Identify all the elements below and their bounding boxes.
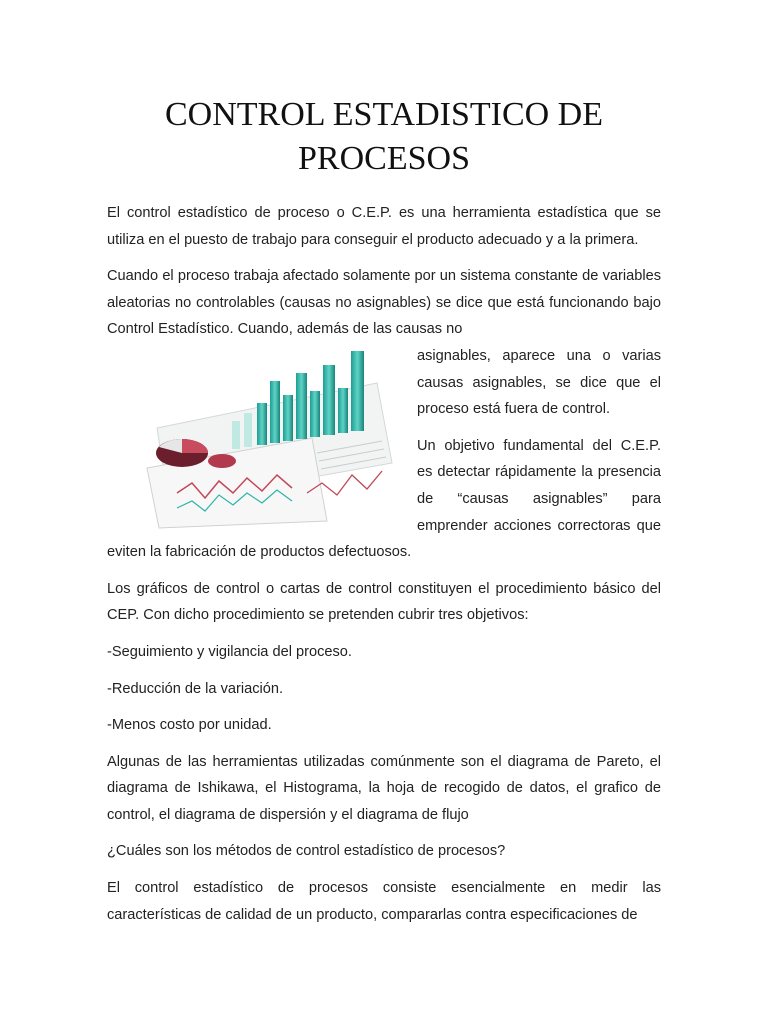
page-title [60,93,708,181]
list-item-objective-3: -Menos costo por unidad. [107,717,272,734]
paragraph-intro: El control estadístico de proceso o C.E.P. es una herramienta estadística que se utiliza en el puesto de trabajo para conseguir el producto adecuado y a la primera. [107,205,661,248]
list-item-objective-1: -Seguimiento y vigilancia del proceso. [107,643,352,660]
paragraph-tools: Algunas de las herramientas utilizadas comúnmente son el diagrama de Pareto, el diagrama de Ishikawa, el Histograma, la hoja de recogido de datos, el grafico de control, el diagrama de dispersión y el diagrama de flujo [107,753,661,823]
paragraph-methods: El control estadístico de procesos consiste esencialmente en medir las características de calidad de un producto, compararlas contra especificaciones de [107,880,661,923]
business-charts-illustration-icon [107,343,407,529]
document-body [107,200,661,938]
title-line-1: CONTROL ESTADISTICO DE [165,96,603,133]
paragraph-out-of-control: asignables, aparece una o varias causas asignables, se dice que el proceso está fuera de control. [417,347,661,418]
paragraph-control-charts: Los gráficos de control o cartas de control constituyen el procedimiento básico del CEP. Con dicho procedimiento se pretenden cubrir tres objetivos: [107,580,661,624]
paragraph-question: ¿Cuáles son los métodos de control estadístico de procesos? [107,843,506,860]
list-item-objective-2: -Reducción de la variación. [107,680,284,697]
paragraph-objective: Un objetivo fundamental del C.E.P. es detectar rápidamente la presencia de “causas asignables” para emprender acciones correctoras que eviten la fabricación de productos defectuosos. [107,437,661,561]
paragraph-control-state-text: Cuando el proceso trabaja afectado solamente por un sistema constante de variables aleatorias no controlables (causas no asignables) se dice que está funcionando bajo Control Estadístico. Cuando, además de las causas no [107,268,661,338]
paragraph-control-state [107,263,661,343]
title-line-2: PROCESOS [298,140,470,177]
charts-illustration [107,343,407,529]
